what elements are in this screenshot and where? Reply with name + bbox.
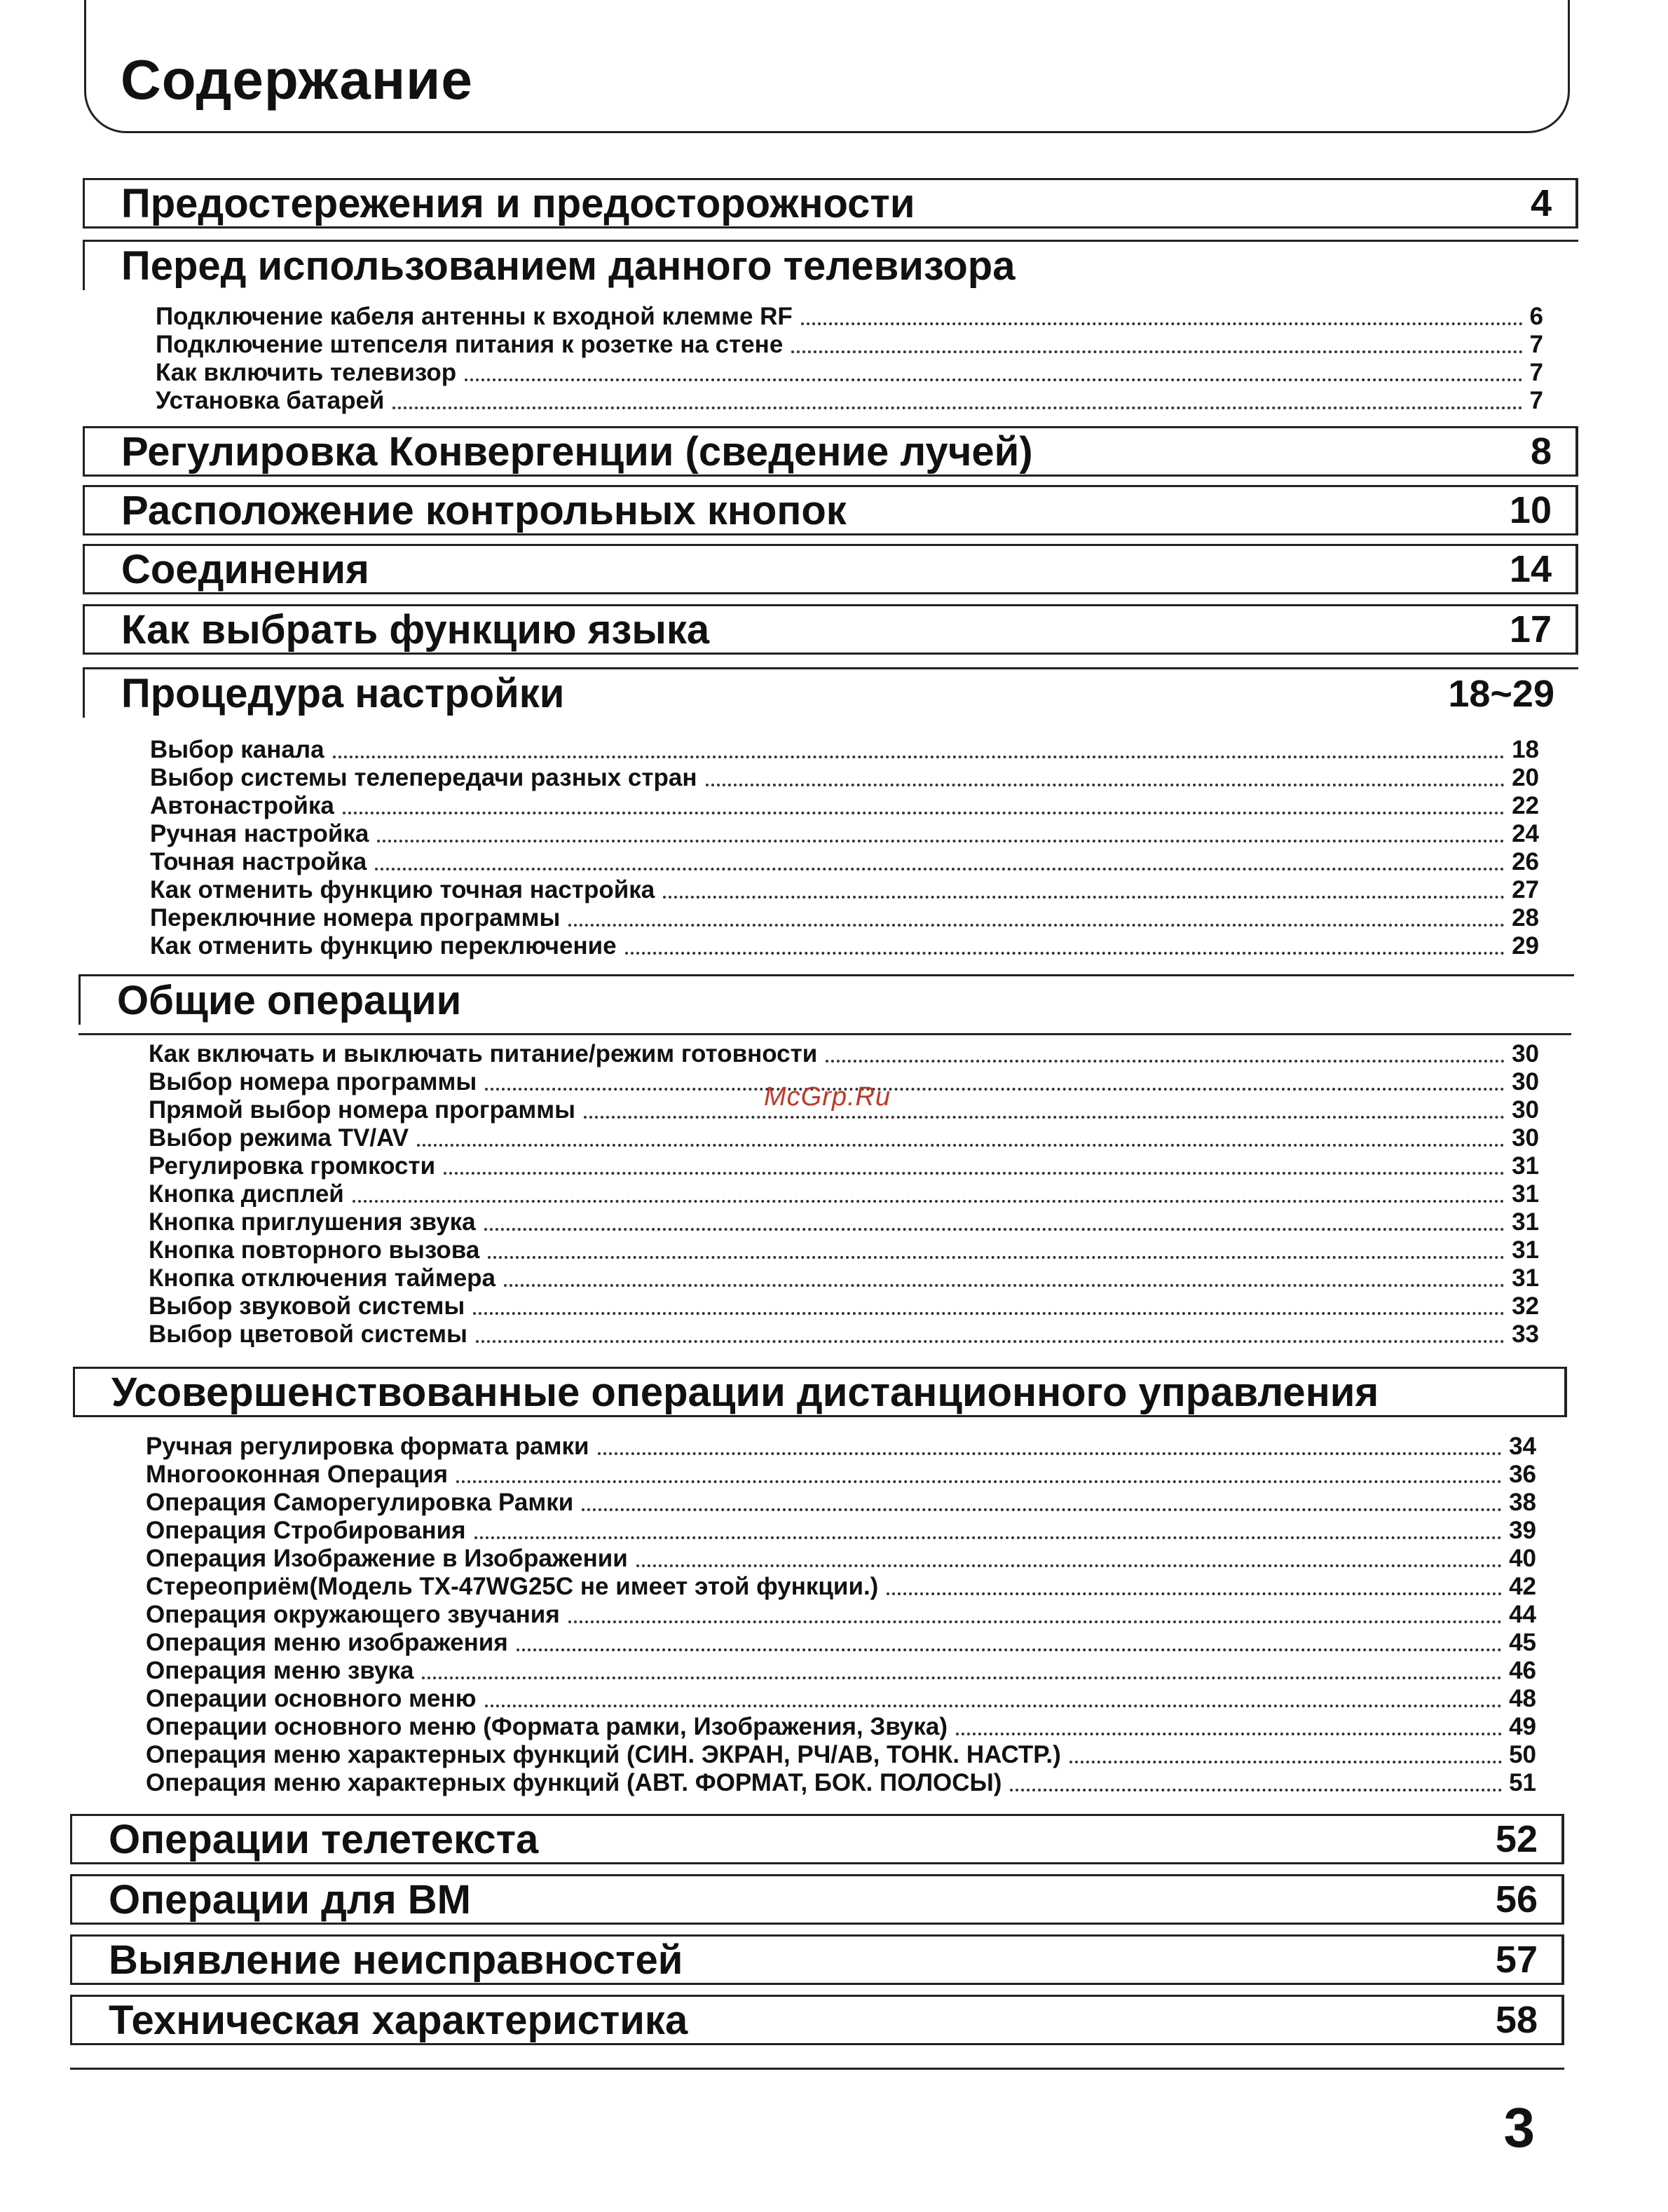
section-page: 4 <box>1530 182 1552 224</box>
item-title: Выбор системы телепередачи разных стран <box>150 764 697 791</box>
toc-item[interactable] <box>156 331 1543 359</box>
section-title: Усовершенствованные операции дистанционного управления <box>111 1369 1379 1415</box>
bottom-rule <box>70 2068 1564 2070</box>
item-page: 7 <box>1529 359 1543 386</box>
toc-section-advanced-remote[interactable] <box>73 1367 1567 1417</box>
toc-section-convergence[interactable] <box>83 426 1578 477</box>
item-title: Как отменить функцию точная настройка <box>150 876 655 903</box>
toc-section-teletext[interactable] <box>70 1814 1564 1864</box>
toc-section-general[interactable] <box>78 974 1574 1025</box>
item-page: 51 <box>1509 1769 1536 1796</box>
item-page: 48 <box>1509 1685 1536 1712</box>
item-title: Кнопка приглушения звука <box>149 1208 476 1236</box>
item-page: 6 <box>1529 303 1543 330</box>
item-page: 18 <box>1512 736 1539 763</box>
item-page: 31 <box>1512 1208 1539 1236</box>
item-title: Подключение кабеля антенны к входной клемме RF <box>156 303 793 330</box>
dot-leader <box>476 1340 1505 1343</box>
item-page: 46 <box>1509 1657 1536 1684</box>
dot-leader <box>584 1116 1505 1119</box>
item-page: 29 <box>1512 932 1539 960</box>
item-title: Автонастройка <box>150 792 334 819</box>
toc-item[interactable] <box>146 1629 1536 1657</box>
item-title: Подключение штепселя питания к розетке на стене <box>156 331 784 358</box>
item-title: Прямой выбор номера программы <box>149 1096 576 1124</box>
item-page: 20 <box>1512 764 1539 791</box>
item-title: Операция Стробирования <box>146 1517 466 1544</box>
dot-leader <box>474 1536 1503 1539</box>
dot-leader <box>392 407 1522 409</box>
dot-leader <box>826 1060 1505 1063</box>
dot-leader <box>417 1144 1505 1147</box>
item-page: 32 <box>1512 1292 1539 1320</box>
section-title: Операции для ВМ <box>109 1876 471 1923</box>
item-title: Как отменить функцию переключение <box>150 932 617 960</box>
toc-item[interactable] <box>150 764 1539 792</box>
item-page: 42 <box>1509 1573 1536 1600</box>
dot-leader <box>473 1312 1505 1315</box>
section-page: 18~29 <box>1448 672 1554 715</box>
toc-item[interactable] <box>150 904 1539 932</box>
item-title: Операция меню изображения <box>146 1629 508 1656</box>
item-title: Ручная регулировка формата рамки <box>146 1433 589 1460</box>
item-title: Операции основного меню <box>146 1685 477 1712</box>
toc-item[interactable] <box>150 848 1539 876</box>
item-title: Операции основного меню (Формата рамки, Изображения, Звука) <box>146 1713 948 1740</box>
dot-leader <box>488 1256 1505 1259</box>
section-page: 56 <box>1495 1878 1538 1920</box>
dot-leader <box>706 784 1505 786</box>
item-page: 22 <box>1512 792 1539 819</box>
toc-item[interactable] <box>146 1517 1536 1545</box>
toc-item[interactable] <box>146 1601 1536 1629</box>
item-page: 26 <box>1512 848 1539 875</box>
toc-section-language[interactable] <box>83 604 1578 655</box>
dot-leader <box>444 1172 1505 1175</box>
toc-item[interactable] <box>146 1545 1536 1573</box>
section-title: Регулировка Конвергенции (сведение лучей) <box>121 428 1033 475</box>
dot-leader <box>504 1284 1505 1287</box>
item-page: 27 <box>1512 876 1539 903</box>
dot-leader <box>422 1677 1502 1679</box>
toc-section-specifications[interactable] <box>70 1995 1564 2045</box>
item-page: 36 <box>1509 1461 1536 1488</box>
dot-leader <box>343 812 1505 814</box>
page-title: Содержание <box>121 48 473 111</box>
item-page: 33 <box>1512 1320 1539 1348</box>
item-page: 30 <box>1512 1068 1539 1095</box>
item-title: Выбор режима TV/AV <box>149 1124 409 1152</box>
item-page: 49 <box>1509 1713 1536 1740</box>
item-title: Выбор номера программы <box>149 1068 477 1095</box>
dot-leader <box>465 378 1522 381</box>
toc-item[interactable] <box>146 1573 1536 1601</box>
toc-section-tuning[interactable] <box>83 667 1578 718</box>
toc-item[interactable] <box>149 1320 1539 1349</box>
section-page: 58 <box>1495 1999 1538 2041</box>
dot-leader <box>568 1620 1502 1623</box>
section-title: Соединения <box>121 546 369 592</box>
item-title: Кнопка повторного вызова <box>149 1236 480 1264</box>
toc-item[interactable] <box>146 1713 1536 1741</box>
item-page: 45 <box>1509 1629 1536 1656</box>
section-page: 57 <box>1495 1939 1538 1981</box>
dot-leader <box>485 1705 1503 1707</box>
item-title: Операция меню звука <box>146 1657 414 1684</box>
item-title: Операция Саморегулировка Рамки <box>146 1489 574 1516</box>
dot-leader <box>636 1564 1502 1567</box>
item-title: Выбор канала <box>150 736 324 763</box>
toc-item[interactable] <box>150 736 1539 764</box>
item-page: 50 <box>1509 1741 1536 1768</box>
section-title: Процедура настройки <box>121 671 565 716</box>
item-title: Установка батарей <box>156 387 385 414</box>
toc-section-troubleshooting[interactable] <box>70 1934 1564 1985</box>
page-number: 3 <box>1503 2096 1535 2159</box>
toc-section-connections[interactable] <box>83 544 1578 594</box>
item-page: 40 <box>1509 1545 1536 1572</box>
dot-leader <box>377 840 1505 842</box>
toc-section-precautions[interactable] <box>83 178 1578 228</box>
item-page: 38 <box>1509 1489 1536 1516</box>
toc-item[interactable] <box>149 1124 1539 1152</box>
dot-leader <box>663 896 1505 899</box>
toc-item[interactable] <box>149 1236 1539 1264</box>
dot-leader <box>1010 1789 1502 1791</box>
toc-item[interactable] <box>149 1152 1539 1180</box>
item-page: 31 <box>1512 1180 1539 1208</box>
dot-leader <box>375 868 1505 871</box>
item-title: Как включить телевизор <box>156 359 457 386</box>
item-page: 39 <box>1509 1517 1536 1544</box>
toc-section-controls[interactable] <box>83 485 1578 535</box>
item-page: 30 <box>1512 1124 1539 1152</box>
toc-item[interactable] <box>150 932 1539 960</box>
item-title: Переключние номера программы <box>150 904 561 931</box>
section-page: 52 <box>1495 1818 1538 1860</box>
item-page: 31 <box>1512 1264 1539 1292</box>
section-page: 8 <box>1530 430 1552 472</box>
dot-leader <box>582 1508 1502 1511</box>
section-title: Техническая характеристика <box>109 1997 688 2043</box>
item-page: 34 <box>1509 1433 1536 1460</box>
toc-section-before-use[interactable] <box>83 240 1578 290</box>
item-page: 28 <box>1512 904 1539 931</box>
toc-item[interactable] <box>146 1741 1536 1769</box>
dot-leader <box>791 350 1522 353</box>
section-title: Операции телетекста <box>109 1816 539 1862</box>
toc-item[interactable] <box>146 1489 1536 1517</box>
item-page: 31 <box>1512 1236 1539 1264</box>
item-title: Кнопка дисплей <box>149 1180 344 1208</box>
item-page: 24 <box>1512 820 1539 847</box>
dot-leader <box>568 924 1505 927</box>
dot-leader <box>1069 1761 1502 1763</box>
toc-item[interactable] <box>150 792 1539 820</box>
toc-item[interactable] <box>146 1769 1536 1797</box>
toc-item[interactable] <box>146 1685 1536 1713</box>
item-title: Регулировка громкости <box>149 1152 436 1180</box>
toc-item[interactable] <box>146 1657 1536 1685</box>
dot-leader <box>456 1480 1502 1483</box>
dot-leader <box>333 756 1505 758</box>
section-title: Расположение контрольных кнопок <box>121 487 847 533</box>
toc-item[interactable] <box>149 1040 1539 1068</box>
item-title: Ручная настройка <box>150 820 369 847</box>
toc-item[interactable] <box>156 303 1543 331</box>
section-page: 14 <box>1509 548 1552 590</box>
item-title: Многооконная Операция <box>146 1461 449 1488</box>
toc-item[interactable] <box>150 820 1539 848</box>
item-title: Точная настройка <box>150 848 367 875</box>
toc-item[interactable] <box>149 1292 1539 1320</box>
section-title: Общие операции <box>117 978 462 1023</box>
toc-item[interactable] <box>156 359 1543 387</box>
toc-section-vcr[interactable] <box>70 1874 1564 1925</box>
item-title: Как включать и выключать питание/режим готовности <box>149 1040 818 1067</box>
section-divider <box>78 1033 1571 1035</box>
dot-leader <box>887 1592 1502 1595</box>
toc-item[interactable] <box>146 1461 1536 1489</box>
toc-item[interactable] <box>149 1208 1539 1236</box>
item-page: 7 <box>1529 331 1543 358</box>
item-page: 44 <box>1509 1601 1536 1628</box>
section-title: Предостережения и предосторожности <box>121 180 915 226</box>
section-title: Как выбрать функцию языка <box>121 606 710 653</box>
section-page: 10 <box>1509 489 1552 531</box>
dot-leader <box>353 1200 1505 1203</box>
dot-leader <box>484 1228 1505 1231</box>
section-page: 17 <box>1509 608 1552 650</box>
item-title: Операция меню характерных функций (СИН. ЭКРАН, РЧ/АВ, ТОНК. НАСТР.) <box>146 1741 1061 1768</box>
toc-item[interactable] <box>156 387 1543 415</box>
section-title: Перед использованием данного телевизора <box>121 243 1016 289</box>
dot-leader <box>517 1648 1502 1651</box>
watermark: McGrp.Ru <box>764 1082 891 1112</box>
toc-item[interactable] <box>149 1180 1539 1208</box>
dot-leader <box>801 322 1523 325</box>
item-title: Операция меню характерных функций (АВТ. ФОРМАТ, БОК. ПОЛОСЫ) <box>146 1769 1002 1796</box>
dot-leader <box>625 952 1505 955</box>
toc-item[interactable] <box>150 876 1539 904</box>
toc-item[interactable] <box>149 1264 1539 1292</box>
dot-leader <box>598 1452 1503 1455</box>
dot-leader <box>956 1733 1502 1735</box>
item-title: Стереоприём(Модель TX-47WG25C не имеет этой функции.) <box>146 1573 879 1600</box>
dot-leader <box>485 1088 1505 1091</box>
item-title: Выбор цветовой системы <box>149 1320 467 1348</box>
item-title: Выбор звуковой системы <box>149 1292 465 1320</box>
item-title: Операция окружающего звучания <box>146 1601 560 1628</box>
item-title: Кнопка отключения таймера <box>149 1264 496 1292</box>
section-title: Выявление неисправностей <box>109 1937 683 1983</box>
toc-item[interactable] <box>146 1433 1536 1461</box>
item-page: 30 <box>1512 1040 1539 1067</box>
item-page: 7 <box>1529 387 1543 414</box>
item-title: Операция Изображение в Изображении <box>146 1545 628 1572</box>
item-page: 30 <box>1512 1096 1539 1124</box>
item-page: 31 <box>1512 1152 1539 1180</box>
